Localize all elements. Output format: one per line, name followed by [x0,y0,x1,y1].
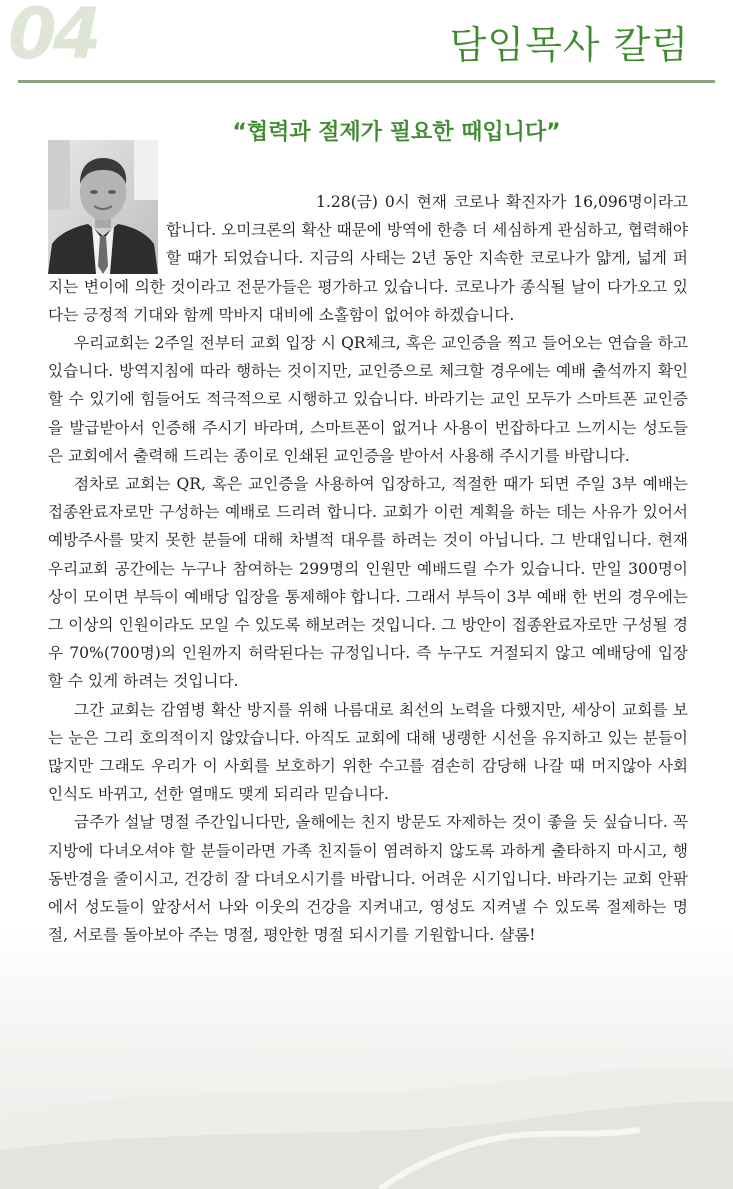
photo-wrap-spacer [48,188,166,268]
section-title: 담임목사 칼럼 [449,23,689,67]
page-header [0,0,733,82]
header-divider [18,80,715,83]
article-paragraph-1: 1.28(금) 0시 현재 코로나 확진자가 16,096명이라고 합니다. 오미크론의 확산 때문에 방역에 한층 더 세심하게 관심하고, 협력해야 할 때가 되었습니다. 지금의 사태는 2년 동안 지속한 코로나가 얇게, 넓게 퍼지는 변이에 의한 것이라고 전문가들은 평가하고 있습니다. 코로나가 종식될 날이 다가오고 있다는 긍정적 기대와 함께 막바지 대비에 소홀함이 없어야 하겠습니다. [48,193,688,324]
article-paragraph-5: 금주가 설날 명절 주간입니다만, 올해에는 친지 방문도 자제하는 것이 좋을 듯 싶습니다. 꼭 지방에 다녀오셔야 할 분들이라면 가족 친지들이 염려하지 않도록 과하게 출타하지 마시고, 행동반경을 줄이시고, 건강히 잘 다녀오시기를 바랍니다. 어려운 시기입니다. 바라기는 교회 안팎에서 성도들이 앞장서서 나와 이웃의 건강을 지켜내고, 영성도 지켜낼 수 있도록 절제하는 명절, 서로를 돌아보아 주는 명절, 평안한 명절 되시기를 기원합니다. 샬롬! [48,813,688,945]
article-paragraph-3: 점차로 교회는 QR, 혹은 교인증을 사용하여 입장하고, 적절한 때가 되면 주일 3부 예배는 접종완료자로만 구성하는 예배로 드리려 합니다. 교회가 이런 계획을 하는 데는 사유가 있어서 예방주사를 맞지 못한 분들에 대해 차별적 대우를 하려는 것이 아닙니다. 그 반대입니다. 현재 우리교회 공간에는 누구나 참여하는 299명의 인원만 예배드릴 수가 있습니다. 만일 300명이상이 모이면 부득이 예배당 입장을 통제해야 합니다. 그래서 부득이 3부 예배 한 번의 경우에는 그 이상의 인원이라도 모일 수 있도록 해보려는 것입니다. 그 방안이 접종완료자로만 구성될 경우 70%(700명)의 인원까지 허락된다는 규정입니다. 즉 누구도 거절되지 않고 예배당에 입장할 수 있게 하려는 것입니다. [48,475,688,691]
article-paragraph-4: 그간 교회는 감염병 확산 방지를 위해 나름대로 최선의 노력을 다했지만, 세상이 교회를 보는 눈은 그리 호의적이지 않았습니다. 아직도 교회에 대해 냉랭한 시선을 유지하고 있는 분들이 많지만 그래도 우리가 이 사회를 보호하기 위한 수고를 겸손히 감당해 나갈 때 머지않아 사회 인식도 바뀌고, 선한 열매도 맺게 되리라 믿습니다. [48,700,688,804]
article-headline: “협력과 절제가 필요한 때입니다” [232,120,561,145]
bottom-landscape-decoration [0,1040,733,1189]
article-body [48,188,688,949]
article-paragraph-2: 우리교회는 2주일 전부터 교회 입장 시 QR체크, 혹은 교인증을 찍고 들어오는 연습을 하고 있습니다. 방역지침에 따라 행하는 것이지만, 교인증으로 체크할 경우에는 예배 출석까지 확인할 수 있기에 힘들어도 적극적으로 시행하고 있습니다. 바라기는 교인 모두가 스마트폰 교인증을 발급받아서 인증해 주시기 바라며, 스마트폰이 없거나 사용이 번잡하다고 느끼시는 성도들은 교회에서 출력해 드리는 종이로 인쇄된 교인증을 받아서 사용해 주시기를 바랍니다. [48,334,688,465]
section-number: 04 [8,0,98,75]
